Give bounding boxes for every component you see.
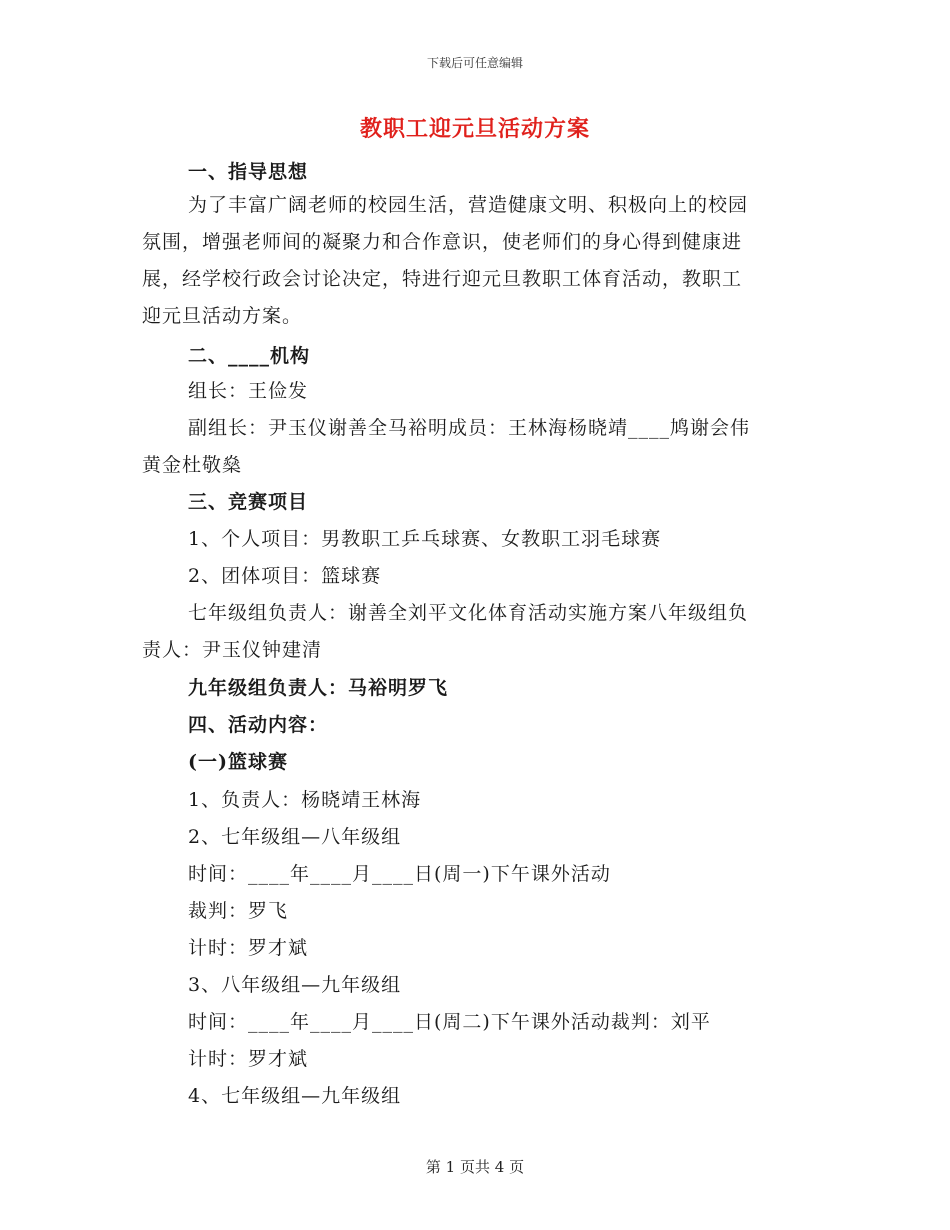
body-line: 4、七年级组—九年级组 — [188, 1085, 402, 1107]
body-line: 1、个人项目：男教职工乒乓球赛、女教职工羽毛球赛 — [188, 528, 662, 550]
body-line: 氛围，增强老师间的凝聚力和合作意识，使老师们的身心得到健康进 — [142, 231, 743, 253]
body-line: 2、七年级组—八年级组 — [188, 826, 402, 848]
subsection-heading-basketball: (一)篮球赛 — [188, 751, 288, 773]
body-line: 1、负责人：杨晓靖王林海 — [188, 789, 422, 811]
body-line: 副组长：尹玉仪谢善全马裕明成员：王林海杨晓靖____鸠谢会伟 — [188, 417, 751, 439]
body-line: 3、八年级组—九年级组 — [188, 974, 402, 996]
page-footer: 第 1 页共 4 页 — [425, 1158, 525, 1176]
body-line: 计时：罗才斌 — [188, 1048, 309, 1070]
section-heading-activities: 四、活动内容： — [188, 714, 329, 736]
bold-line-grade9-lead: 九年级组负责人：马裕明罗飞 — [188, 677, 449, 699]
body-line: 黄金杜敬燊 — [142, 454, 243, 476]
section-heading-organization: 二、____机构 — [188, 345, 311, 367]
body-line: 展，经学校行政会讨论决定，特进行迎元旦教职工体育活动，教职工 — [142, 268, 743, 290]
body-line: 时间：____年____月____日(周二)下午课外活动裁判：刘平 — [188, 1011, 711, 1033]
header-note: 下载后可任意编辑 — [426, 56, 523, 70]
body-line: 七年级组负责人：谢善全刘平文化体育活动实施方案八年级组负 — [188, 602, 749, 624]
body-line: 裁判：罗飞 — [188, 900, 289, 922]
body-line: 迎元旦活动方案。 — [142, 305, 303, 327]
section-heading-events: 三、竞赛项目 — [188, 491, 309, 513]
body-line: 责人：尹玉仪钟建清 — [142, 639, 323, 661]
body-line: 为了丰富广阔老师的校园生活，营造健康文明、积极向上的校园 — [188, 194, 749, 216]
body-line: 时间：____年____月____日(周一)下午课外活动 — [188, 863, 611, 885]
section-heading-guiding-thought: 一、指导思想 — [188, 161, 309, 183]
body-line: 2、团体项目：篮球赛 — [188, 565, 382, 587]
body-line: 计时：罗才斌 — [188, 937, 309, 959]
document-title: 教职工迎元旦活动方案 — [359, 116, 590, 142]
body-line: 组长：王俭发 — [188, 380, 309, 402]
